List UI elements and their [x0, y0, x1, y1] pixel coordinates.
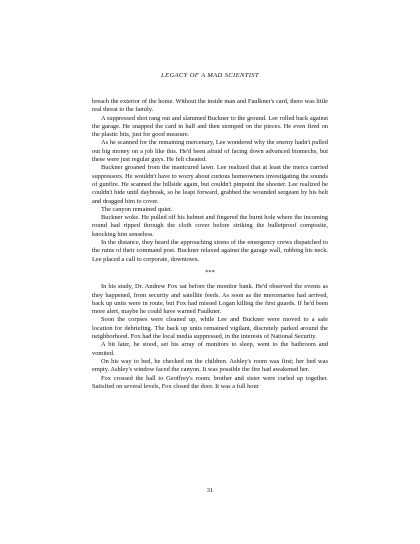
paragraph: breach the exterior of the home. Without the inside man and Faulkner's card, there was little real threat to the family.: [92, 98, 328, 114]
paragraph: Buckner woke. He pulled off his helmet and fingered the burnt hole where the incoming round had ripped through the cloth cover before striking the bulletproof composite, knocking him senseless.: [92, 214, 328, 238]
paragraph: The canyon remained quiet.: [101, 205, 173, 213]
paragraph: In the distance, they heard the approaching sirens of the emergency crews dispatched to the ruins of their command post. Buckner relaxed against the garage wall, rubbing his neck. Lee placed a call to corporate, downtown.: [92, 239, 328, 263]
paragraph: A bit later, he stood, set his array of monitors to sleep, went to the bathroom and vomited.: [92, 341, 328, 357]
paragraph: Fox crossed the hall to Geoffrey's room; brother and sister were curled up together. Satisfied on several levels, Fox closed the door. It was a full hour: [92, 374, 328, 390]
paragraph: Buckner groaned from the manicured lawn. Lee realized that at least the mercs carried suppressors. He wouldn't have to worry about curious homeowners investigating the sounds of gunfire. He scanned the hillside again, but couldn't pinpoint the shooter. Lee realized he couldn't hide until daybreak, so he leapt forward, grabbed the wounded sergeant by his belt and dragged him to cover.: [92, 164, 328, 205]
running-header: LEGACY OF A MAD SCIENTIST: [161, 72, 259, 79]
body-text: [92, 98, 328, 391]
paragraph: In his study, Dr. Andrew Fox sat before the monitor bank. He'd observed the events as they happened, from security and satellite feeds. As soon as the mercenaries had arrived, back up units were in route, but Fox had missed Logan killing the first guards. If he'd been more alert, maybe he could have warned Faulkner.: [92, 283, 328, 316]
paragraph: On his way to bed, he checked on the children. Ashley's room was first; her bed was empty. Ashley's window faced the canyon. It was possible the fire had awakened her.: [92, 357, 328, 374]
page-number: 31: [206, 487, 214, 494]
scene-break: ***: [205, 268, 215, 276]
paragraph: Soon the corpses were cleaned up, while Lee and Buckner were moved to a safe location for debriefing. The back up units remained vigilant, discretely parked around the neighborhood. Fox had the local media suppressed, in the interests of National Security.: [92, 316, 328, 341]
paragraph: A suppressed shot rang out and slammed Buckner to the ground. Lee rolled back against the garage. He snapped the card in half and then stomped on the pieces. He even fired on the plastic bits, just for good measure.: [92, 114, 328, 139]
paragraph: As he scanned for the remaining mercenary, Lee wondered why the enemy hadn't pulled out big money on a job like this. He'd been afraid of facing down advanced biomechs, but these were just regular guys. He felt cheated.: [92, 139, 328, 164]
